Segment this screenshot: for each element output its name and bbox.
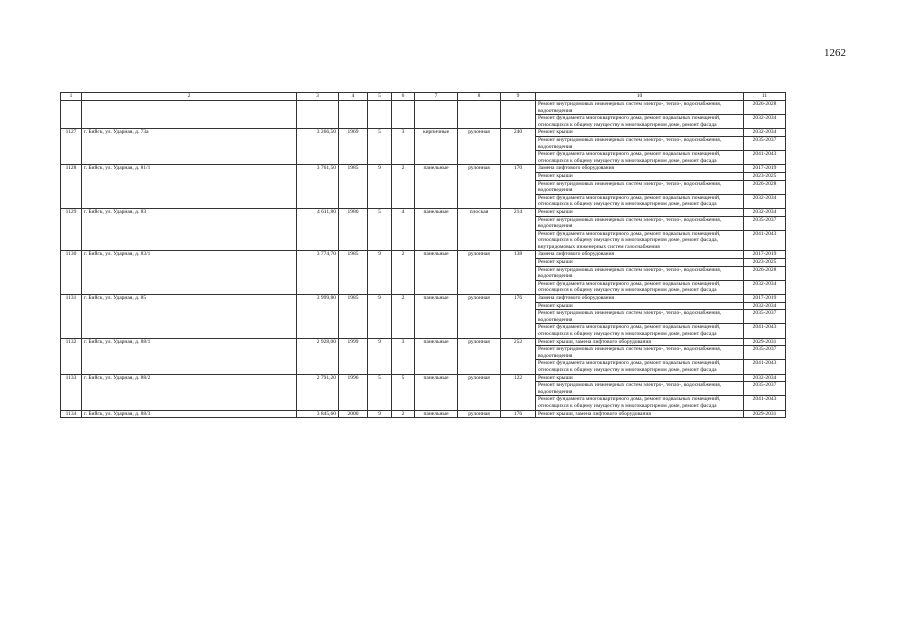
work-period-cell: 2017-2019 <box>744 251 786 259</box>
table-row <box>61 410 786 418</box>
address-cell <box>82 101 297 129</box>
roof-type-cell: рулонная <box>458 374 501 410</box>
entrances-cell: 2 <box>392 251 415 295</box>
entrances-cell: 2 <box>392 165 415 209</box>
work-period-cell: 2035-2037 <box>744 136 786 150</box>
page-number: 1262 <box>824 47 846 59</box>
table-row <box>61 208 786 216</box>
column-header: 7 <box>415 93 458 101</box>
address-cell: г. Бийск, ул. Ударная, д. 83 <box>82 208 297 251</box>
work-description-cell: Ремонт фундамента многоквартирного дома, ремонт подвальных помещений, относящихся к общему имуществу в многоквартирном доме, ремонт фасада, внутридомовых инженерных систем газоснабжения <box>536 230 744 251</box>
work-period-cell: 2023-2025 <box>744 259 786 267</box>
column-header: 9 <box>501 93 536 101</box>
residents-cell: 122 <box>501 374 536 410</box>
residents-cell: 176 <box>501 410 536 418</box>
work-period-cell: 2023-2025 <box>744 172 786 180</box>
work-description-cell: Ремонт крыши <box>536 259 744 267</box>
work-description-cell: Ремонт крыши, замена лифтового оборудования <box>536 410 744 418</box>
work-description-cell: Ремонт внутридомовых инженерных систем электро-, тепло-, водоснабжения, водоотведения <box>536 346 744 360</box>
area-cell: 3 266,50 <box>297 129 339 165</box>
work-description-cell: Замена лифтового оборудования <box>536 251 744 259</box>
work-period-cell: 2032-2034 <box>744 374 786 382</box>
year-cell: 2000 <box>339 410 368 418</box>
floors-cell: 9 <box>368 251 392 295</box>
year-cell <box>339 101 368 129</box>
entrances-cell <box>392 101 415 129</box>
address-cell: г. Бийск, ул. Ударная, д. 81/1 <box>82 165 297 209</box>
area-cell: 3 761,50 <box>297 165 339 209</box>
year-cell: 1986 <box>339 208 368 251</box>
work-description-cell: Ремонт крыши <box>536 302 744 310</box>
work-description-cell: Ремонт крыши, замена лифтового оборудования <box>536 338 744 346</box>
work-description-cell: Ремонт внутридомовых инженерных систем электро-, тепло-, водоснабжения, водоотведения <box>536 266 744 280</box>
floors-cell: 9 <box>368 338 392 374</box>
work-period-cell: 2041-2043 <box>744 360 786 374</box>
table-row <box>61 165 786 173</box>
entrances-cell: 3 <box>392 338 415 374</box>
column-header: 2 <box>82 93 297 101</box>
work-description-cell: Ремонт фундамента многоквартирного дома, ремонт подвальных помещений, относящихся к общему имуществу в многоквартирном доме, ремонт фасада <box>536 280 744 294</box>
area-cell: 3 999,80 <box>297 295 339 339</box>
year-cell: 1985 <box>339 165 368 209</box>
row-number: 1131 <box>61 295 82 339</box>
table-row <box>61 101 786 115</box>
residents-cell: 214 <box>501 208 536 251</box>
floors-cell <box>368 101 392 129</box>
residents-cell: 138 <box>501 251 536 295</box>
roof-type-cell: плоская <box>458 208 501 251</box>
floors-cell: 9 <box>368 295 392 339</box>
work-description-cell: Ремонт внутридомовых инженерных систем электро-, тепло-, водоснабжения, водоотведения <box>536 216 744 230</box>
area-cell: 2 928,00 <box>297 338 339 374</box>
work-description-cell: Ремонт фундамента многоквартирного дома, ремонт подвальных помещений, относящихся к общему имуществу в многоквартирном доме, ремонт фасада <box>536 115 744 129</box>
walls-material-cell: панельные <box>415 374 458 410</box>
column-header: 8 <box>458 93 501 101</box>
table-row <box>61 374 786 382</box>
work-period-cell: 2035-2037 <box>744 310 786 324</box>
roof-type-cell: рулонная <box>458 165 501 209</box>
address-cell: г. Бийск, ул. Ударная, д. 85 <box>82 295 297 339</box>
work-description-cell: Ремонт фундамента многоквартирного дома, ремонт подвальных помещений, относящихся к общему имуществу в многоквартирном доме, ремонт фасада <box>536 396 744 410</box>
entrances-cell: 2 <box>392 410 415 418</box>
area-cell: 4 611,80 <box>297 208 339 251</box>
floors-cell: 5 <box>368 374 392 410</box>
table-row <box>61 338 786 346</box>
roof-type-cell: рулонная <box>458 410 501 418</box>
year-cell: 1999 <box>339 338 368 374</box>
residents-cell: 240 <box>501 129 536 165</box>
area-cell: 3 774,70 <box>297 251 339 295</box>
work-description-cell: Ремонт крыши <box>536 129 744 137</box>
work-period-cell: 2029-2031 <box>744 338 786 346</box>
roof-type-cell: рулонная <box>458 295 501 339</box>
row-number: 1127 <box>61 129 82 165</box>
roof-type-cell: рулонная <box>458 338 501 374</box>
address-cell: г. Бийск, ул. Ударная, д. 73а <box>82 129 297 165</box>
column-header: 10 <box>536 93 744 101</box>
work-period-cell: 2032-2034 <box>744 302 786 310</box>
table-row <box>61 251 786 259</box>
residents-cell: 170 <box>501 165 536 209</box>
work-period-cell: 2026-2028 <box>744 180 786 194</box>
work-period-cell: 2035-2037 <box>744 216 786 230</box>
entrances-cell: 4 <box>392 208 415 251</box>
walls-material-cell: панельные <box>415 165 458 209</box>
work-description-cell: Ремонт фундамента многоквартирного дома, ремонт подвальных помещений, относящихся к общему имуществу в многоквартирном доме, ремонт фасада <box>536 360 744 374</box>
entrances-cell: 3 <box>392 129 415 165</box>
walls-material-cell: панельные <box>415 338 458 374</box>
row-number: 1130 <box>61 251 82 295</box>
area-cell <box>297 101 339 129</box>
row-number: 1128 <box>61 165 82 209</box>
address-cell: г. Бийск, ул. Ударная, д. 88/2 <box>82 374 297 410</box>
work-period-cell: 2041-2043 <box>744 324 786 338</box>
floors-cell: 5 <box>368 208 392 251</box>
column-header: 1 <box>61 93 82 101</box>
table-row <box>61 295 786 303</box>
roof-type-cell <box>458 101 501 129</box>
work-period-cell: 2017-2019 <box>744 165 786 173</box>
entrances-cell: 5 <box>392 374 415 410</box>
work-description-cell: Ремонт внутридомовых инженерных систем электро-, тепло-, водоснабжения, водоотведения <box>536 180 744 194</box>
work-description-cell: Замена лифтового оборудования <box>536 165 744 173</box>
work-description-cell: Ремонт крыши <box>536 172 744 180</box>
area-cell: 2 791,20 <box>297 374 339 410</box>
floors-cell: 9 <box>368 165 392 209</box>
roof-type-cell: рулонная <box>458 251 501 295</box>
work-period-cell: 2026-2028 <box>744 266 786 280</box>
floors-cell: 5 <box>368 129 392 165</box>
row-number: 1133 <box>61 374 82 410</box>
column-header: 4 <box>339 93 368 101</box>
year-cell: 1985 <box>339 295 368 339</box>
address-cell: г. Бийск, ул. Ударная, д. 88/3 <box>82 410 297 418</box>
work-period-cell: 2035-2037 <box>744 346 786 360</box>
work-description-cell: Ремонт крыши <box>536 208 744 216</box>
year-cell: 1996 <box>339 374 368 410</box>
walls-material-cell <box>415 101 458 129</box>
column-header: 6 <box>392 93 415 101</box>
walls-material-cell: панельные <box>415 208 458 251</box>
work-description-cell: Замена лифтового оборудования <box>536 295 744 303</box>
work-description-cell: Ремонт фундамента многоквартирного дома, ремонт подвальных помещений, относящихся к общему имуществу в многоквартирном доме, ремонт фасада <box>536 151 744 165</box>
register-table <box>60 92 786 418</box>
work-period-cell: 2029-2031 <box>744 410 786 418</box>
work-description-cell: Ремонт внутридомовых инженерных систем электро-, тепло-, водоснабжения, водоотведения <box>536 382 744 396</box>
residents-cell: 252 <box>501 338 536 374</box>
roof-type-cell: рулонная <box>458 129 501 165</box>
address-cell: г. Бийск, ул. Ударная, д. 83/1 <box>82 251 297 295</box>
work-period-cell: 2032-2034 <box>744 208 786 216</box>
row-number: 1129 <box>61 208 82 251</box>
walls-material-cell: панельные <box>415 295 458 339</box>
work-description-cell: Ремонт внутридомовых инженерных систем электро-, тепло-, водоснабжения, водоотведения <box>536 310 744 324</box>
column-header: 3 <box>297 93 339 101</box>
column-header: 11 <box>744 93 786 101</box>
work-period-cell: 2032-2034 <box>744 129 786 137</box>
column-header: 5 <box>368 93 392 101</box>
work-description-cell: Ремонт фундамента многоквартирного дома, ремонт подвальных помещений, относящихся к общему имуществу в многоквартирном доме, ремонт фасада <box>536 324 744 338</box>
work-period-cell: 2041-2043 <box>744 151 786 165</box>
residents-cell: 176 <box>501 295 536 339</box>
column-number-row <box>61 93 786 101</box>
work-period-cell: 2026-2028 <box>744 101 786 115</box>
area-cell: 3 845,60 <box>297 410 339 418</box>
work-period-cell: 2032-2034 <box>744 280 786 294</box>
row-number <box>61 101 82 129</box>
work-description-cell: Ремонт крыши <box>536 374 744 382</box>
work-period-cell: 2041-2043 <box>744 230 786 251</box>
year-cell: 1969 <box>339 129 368 165</box>
work-period-cell: 2041-2043 <box>744 396 786 410</box>
work-period-cell: 2032-2034 <box>744 194 786 208</box>
table-row <box>61 129 786 137</box>
row-number: 1134 <box>61 410 82 418</box>
walls-material-cell: панельные <box>415 410 458 418</box>
work-period-cell: 2035-2037 <box>744 382 786 396</box>
row-number: 1132 <box>61 338 82 374</box>
walls-material-cell: панельные <box>415 251 458 295</box>
work-period-cell: 2017-2019 <box>744 295 786 303</box>
floors-cell: 9 <box>368 410 392 418</box>
work-period-cell: 2032-2034 <box>744 115 786 129</box>
address-cell: г. Бийск, ул. Ударная, д. 88/1 <box>82 338 297 374</box>
work-description-cell: Ремонт внутридомовых инженерных систем электро-, тепло-, водоснабжения, водоотведения <box>536 136 744 150</box>
residents-cell <box>501 101 536 129</box>
walls-material-cell: кирпичные <box>415 129 458 165</box>
work-description-cell: Ремонт фундамента многоквартирного дома, ремонт подвальных помещений, относящихся к общему имуществу в многоквартирном доме, ремонт фасада <box>536 194 744 208</box>
work-description-cell: Ремонт внутридомовых инженерных систем электро-, тепло-, водоснабжения, водоотведения <box>536 101 744 115</box>
entrances-cell: 2 <box>392 295 415 339</box>
year-cell: 1985 <box>339 251 368 295</box>
